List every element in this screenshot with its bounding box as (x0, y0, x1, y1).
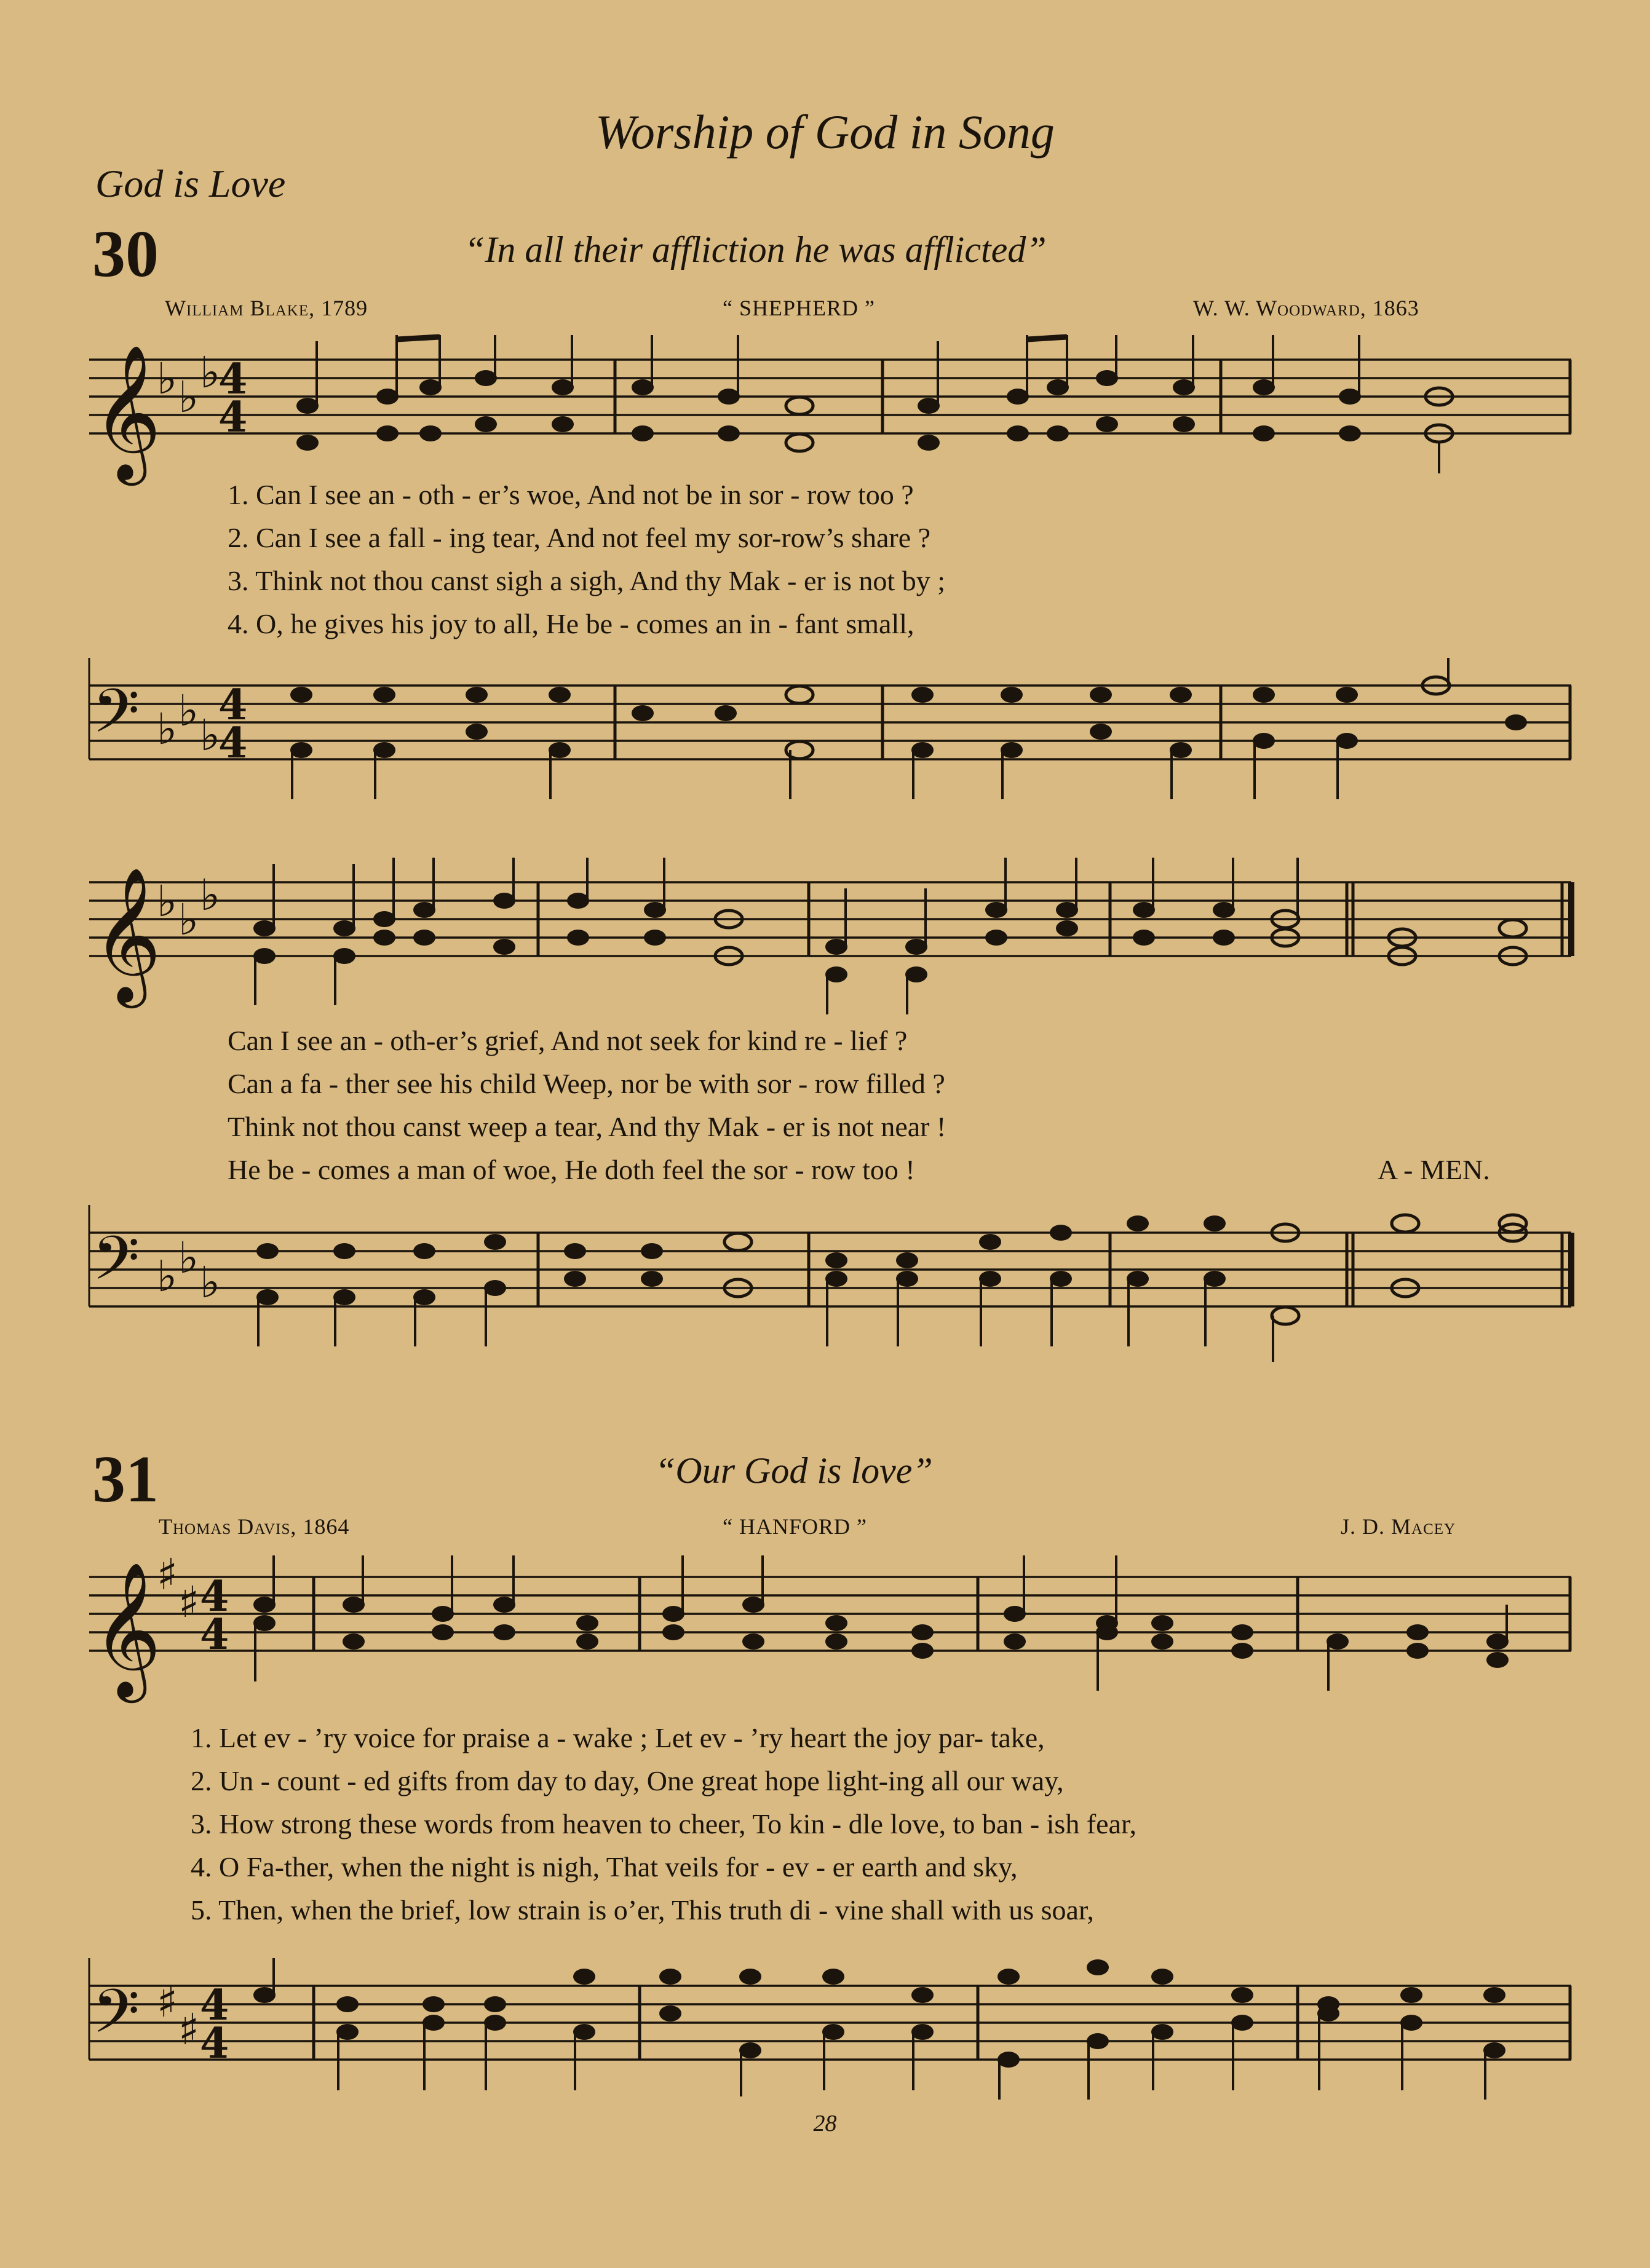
svg-text:4: 4 (218, 393, 248, 442)
hymn-31-number: 31 (92, 1443, 159, 1516)
svg-text:♯: ♯ (157, 1977, 178, 2027)
stems (292, 658, 1448, 799)
svg-text:4: 4 (218, 719, 248, 768)
svg-text:♭: ♭ (157, 876, 178, 927)
hymn-30-number: 30 (92, 218, 159, 291)
hymn-30-author: William Blake, 1789 (165, 296, 368, 320)
stems (274, 1958, 1485, 2100)
notes (253, 1959, 1505, 2068)
hymn-30-system1-treble-staff (0, 332, 1650, 492)
svg-text:♭: ♭ (200, 1257, 221, 1308)
lyric-line: 1. Let ev - ’ry voice for praise a - wake ; Let ev - ’ry heart the joy par- take, (191, 1722, 1045, 1753)
stems (258, 1279, 1273, 1362)
lyric-line: 3. Think not thou canst sigh a sigh, And thy Mak - er is not by ; (228, 565, 945, 596)
svg-text:♭: ♭ (178, 372, 199, 422)
hymn-31-system1-treble-staff (0, 1549, 1650, 1709)
lyric-line: 2. Un - count - ed gifts from day to day, One great hope light-ing all our way, (191, 1765, 1064, 1796)
svg-text:♭: ♭ (178, 895, 199, 945)
stems (255, 1555, 1507, 1691)
bass-clef-icon: 𝄢 (92, 1977, 140, 2062)
hymn-30-composer: W. W. Woodward, 1863 (1193, 296, 1419, 320)
svg-text:♭: ♭ (157, 354, 178, 404)
lyric-line: 3. How strong these words from heaven to cheer, To kin - dle love, to ban - ish fear, (191, 1808, 1136, 1839)
hymn-31-epigraph: “Our God is love” (655, 1450, 933, 1491)
bass-clef-icon: 𝄢 (92, 1223, 140, 1309)
lyric-line: 2. Can I see a fall - ing tear, And not feel my sor-row’s share ? (228, 522, 931, 553)
amen-label: A - MEN. (1378, 1154, 1490, 1185)
svg-text:4: 4 (200, 2019, 229, 2068)
treble-clef-icon: 𝄞 (92, 866, 162, 1002)
lyric-line: Think not thou canst weep a tear, And thy Mak - er is not near ! (228, 1111, 946, 1142)
svg-text:4: 4 (200, 1572, 229, 1621)
notes (290, 677, 1527, 759)
svg-text:♭: ♭ (178, 1233, 199, 1283)
hymn-31-composer: J. D. Macey (1341, 1514, 1456, 1539)
svg-text:♯: ♯ (178, 2004, 199, 2055)
svg-text:♯: ♯ (157, 1549, 178, 1600)
svg-text:♭: ♭ (157, 1251, 178, 1302)
hymn-30-tune: “ SHEPHERD ” (723, 296, 875, 320)
sub-title: God is Love (95, 162, 286, 205)
notes (296, 370, 1453, 451)
svg-text:♭: ♭ (200, 347, 221, 398)
bass-clef-icon: 𝄢 (92, 676, 140, 762)
hymn-31-system1-bass-staff (0, 1958, 1650, 2106)
hymn-31-author: Thomas Davis, 1864 (159, 1514, 350, 1539)
page-number: 28 (813, 2111, 837, 2136)
hymn-30-system2-treble-staff (0, 855, 1650, 1014)
svg-text:4: 4 (200, 1610, 229, 1659)
svg-text:4: 4 (218, 681, 248, 730)
svg-text:♯: ♯ (178, 1577, 199, 1627)
svg-text:4: 4 (218, 355, 248, 404)
stems (317, 335, 1439, 473)
lyric-line: 1. Can I see an - oth - er’s woe, And not be in sor - row too ? (228, 479, 914, 510)
lyric-line: 5. Then, when the brief, low strain is o’er, This truth di - vine shall with us soar, (191, 1894, 1094, 1926)
lyric-line: Can a fa - ther see his child Weep, nor be with sor - row filled ? (228, 1068, 945, 1099)
lyric-line: 4. O Fa-ther, when the night is nigh, That veils for - ev - er earth and sky, (191, 1851, 1018, 1883)
hymn-31-tune: “ HANFORD ” (723, 1514, 867, 1539)
lyric-line: 4. O, he gives his joy to all, He be - comes an in - fant small, (228, 608, 914, 639)
svg-text:♭: ♭ (200, 710, 221, 761)
treble-clef-icon: 𝄞 (92, 344, 162, 480)
hymn-30-system2-bass-staff (0, 1205, 1650, 1365)
lyric-line: Can I see an - oth-er’s grief, And not seek for kind re - lief ? (228, 1025, 908, 1056)
lyric-line: He be - comes a man of woe, He doth feel the sor - row too ! (228, 1154, 915, 1185)
svg-text:4: 4 (200, 1981, 229, 2030)
section-title: Worship of God in Song (595, 105, 1055, 159)
treble-clef-icon: 𝄞 (92, 1561, 162, 1697)
svg-text:♭: ♭ (200, 870, 221, 920)
hymn-30-epigraph: “In all their affliction he was afflicted” (464, 229, 1047, 270)
svg-text:♭: ♭ (178, 686, 199, 736)
hymn-30-system1-bass-staff (0, 658, 1650, 818)
svg-text:♭: ♭ (157, 704, 178, 754)
